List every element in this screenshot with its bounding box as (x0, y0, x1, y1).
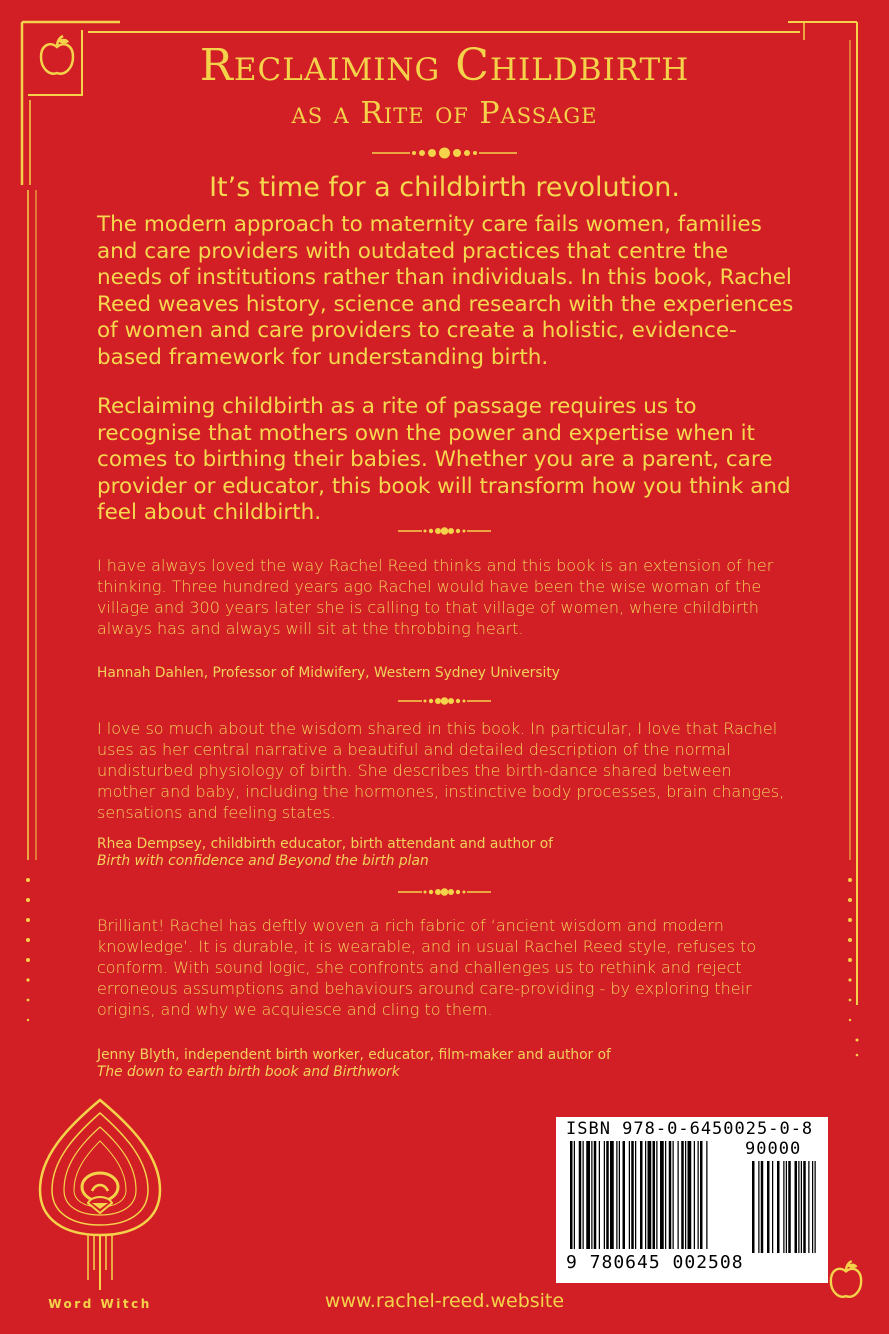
barcode-bar (700, 1141, 703, 1249)
endorsement-works: The down to earth birth book and Birthwork (97, 1064, 400, 1080)
barcode-bar (783, 1161, 784, 1253)
title-line-2: as a Rite of Passage (291, 96, 598, 131)
barcode-bar (798, 1161, 799, 1253)
barcode-bar (801, 1161, 802, 1253)
barcode-bar (786, 1161, 787, 1253)
endorsement-quote: I have always loved the way Rachel Reed thinks and this book is an extension of her thinking. Three hundred years ago Rachel would have been the wise woman of the village and 300 years later she is calling to that village of women, where childbirth always has and always will sit at the throbbing heart. (97, 556, 774, 638)
barcode-bar (631, 1141, 634, 1249)
barcode-bar (685, 1141, 686, 1249)
barcode-digits: 9 780645 002508 (566, 1252, 744, 1273)
isbn-text: ISBN 978-0-6450025-0-8 (566, 1119, 814, 1139)
barcode-bar (678, 1141, 679, 1249)
barcode-bar (591, 1141, 592, 1249)
barcode-bar (594, 1141, 597, 1249)
ornamental-divider (0, 524, 889, 538)
barcode-bar (616, 1141, 617, 1249)
ornamental-divider (0, 885, 889, 899)
barcode-bar (604, 1141, 605, 1249)
endorsement-attribution: Jenny Blyth, independent birth worker, educator, film-maker and author of (97, 1047, 611, 1063)
barcode-bar (570, 1141, 573, 1249)
peacock-feather-logo-icon (30, 1095, 170, 1295)
tagline: It’s time for a childbirth revolution. (209, 172, 680, 203)
description-paragraph: The modern approach to maternity care fails women, families and care providers with outdated practices that centre the needs of institutions rather than individuals. In this book, Rachel Reed weaves history, science and research with the experiences of women and care providers to create a holistic, evidence-based framework for understanding birth. (97, 212, 794, 370)
barcode-bar (812, 1161, 813, 1253)
endorsement-works: Birth with confidence and Beyond the birth plan (97, 853, 429, 869)
barcode-bar (574, 1141, 575, 1249)
barcode-bar (815, 1161, 816, 1253)
barcode-bar (772, 1161, 773, 1253)
barcode-bar (660, 1141, 664, 1249)
barcode-bar (777, 1161, 780, 1253)
barcode-bar (788, 1161, 791, 1253)
barcode-bar (648, 1141, 652, 1249)
ornamental-divider (0, 146, 889, 160)
barcode-bar (681, 1141, 684, 1249)
barcode-icon (566, 1141, 820, 1255)
barcode-bar (808, 1161, 809, 1253)
description-paragraph: Reclaiming childbirth as a rite of passage requires us to recognise that mothers own the power and expertise when it comes to birthing their babies. Whether you are a parent, care provider or educator, this book will transform how you think and feel about childbirth. (97, 394, 791, 525)
barcode-bar (635, 1141, 636, 1249)
barcode-bar (694, 1141, 695, 1249)
endorsement-quote: Brilliant! Rachel has deftly woven a rich fabric of ‘ancient wisdom and modern knowledge’. It is durable, it is wearable, and in usual Rachel Reed style, refuses to conform. With sound logic, she confronts and challenges us to rethink and reject erroneous assumptions and behaviours around care-providing - by exploring their origins, and why we acquiesce and cling to them. (97, 916, 757, 1019)
barcode-bar (606, 1141, 609, 1249)
barcode-bar (619, 1141, 620, 1249)
title-line-1: Reclaiming Childbirth (199, 40, 690, 91)
barcode-bar (653, 1141, 656, 1249)
barcode-bar (688, 1141, 692, 1249)
barcode-bar (803, 1161, 806, 1253)
endorsement-attribution: Hannah Dahlen, Professor of Midwifery, Western Sydney University (97, 665, 560, 681)
barcode-bar (629, 1141, 630, 1249)
website-link[interactable]: www.rachel-reed.website (324, 1290, 565, 1312)
price-code: 90000 (745, 1139, 802, 1159)
barcode-bar (761, 1161, 764, 1253)
barcode-bar (669, 1141, 672, 1249)
barcode-bar (610, 1141, 614, 1249)
barcode-bar (579, 1141, 582, 1249)
barcode-bar (767, 1161, 770, 1253)
barcode-bar (706, 1141, 707, 1249)
barcode-bar (623, 1141, 626, 1249)
publisher-name: Word Witch (48, 1297, 152, 1311)
barcode-bar (645, 1141, 646, 1249)
ornamental-divider (0, 694, 889, 708)
barcode-bar (758, 1161, 759, 1253)
barcode-bar (752, 1161, 755, 1253)
barcode-bar (599, 1141, 600, 1249)
barcode-bar (795, 1161, 798, 1253)
barcode-bar (656, 1141, 657, 1249)
endorsement-attribution: Rhea Dempsey, childbirth educator, birth attendant and author of (97, 836, 554, 852)
barcode-bar (698, 1141, 699, 1249)
barcode-bar (640, 1141, 643, 1249)
barcode-bar (665, 1141, 666, 1249)
barcode-bar (586, 1141, 590, 1249)
barcode-bar (673, 1141, 674, 1249)
endorsement-quote: I love so much about the wisdom shared in this book. In particular, I love that Rachel uses as her central narrative a beautiful and detailed description of the normal undisturbed physiology of birth. She describes the birth-dance shared between mother and baby, including the hormones, instinctive body processes, brain changes, sensations and feeling states. (97, 719, 785, 822)
barcode-bar (583, 1141, 584, 1249)
